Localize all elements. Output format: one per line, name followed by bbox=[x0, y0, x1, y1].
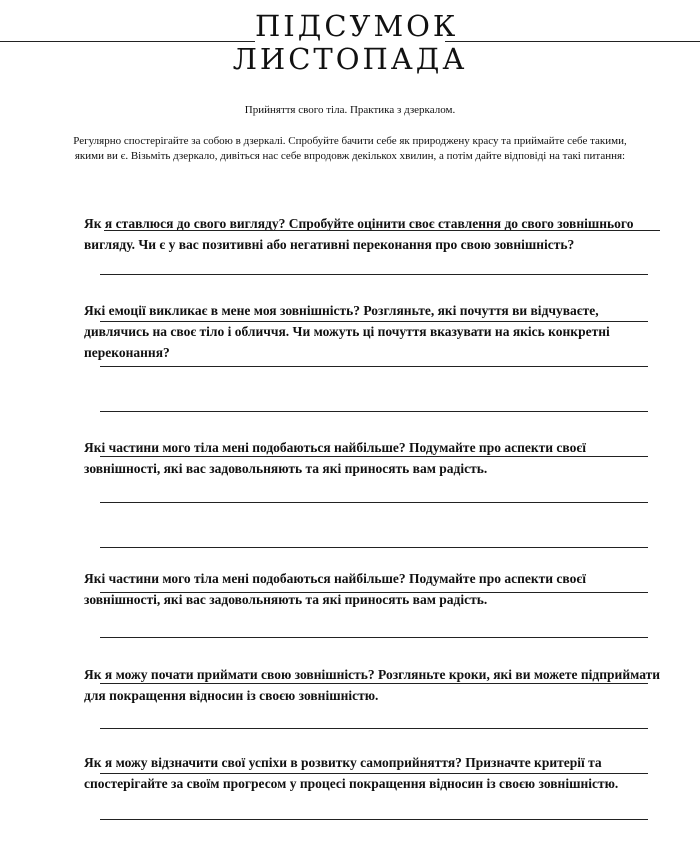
answer-line-5b[interactable] bbox=[100, 728, 648, 729]
answer-line-3b[interactable] bbox=[100, 502, 648, 503]
answer-line-3c[interactable] bbox=[100, 547, 648, 548]
answer-line-4b[interactable] bbox=[100, 637, 648, 638]
answer-line-2b[interactable] bbox=[100, 366, 648, 367]
answer-line-4a[interactable] bbox=[100, 592, 648, 593]
answer-line-5a[interactable] bbox=[100, 683, 648, 684]
question-4: Які частини мого тіла мені подобаються найбільше? Подумайте про аспекти своєї зовнішності, які вас задовольняють та які приносять вам радість. bbox=[84, 571, 586, 607]
answer-line-3a[interactable] bbox=[100, 456, 648, 457]
question-2: Які емоції викликає в мене моя зовнішність? Розгляньте, які почуття ви відчуваєте, дивлячись на своє тіло і обличчя. Чи можуть ці почуття вказувати на якісь конкретні переконання? bbox=[84, 303, 610, 360]
question-1-underline bbox=[104, 230, 660, 231]
intro-text: Регулярно спостерігайте за собою в дзеркалі. Спробуйте бачити себе як природжену красу та приймайте себе такими, якими ви є. Візьміть дзеркало, дивіться нас себе впродовж декількох хвилин, а потім дайте відповіді на такі питання: bbox=[73, 135, 627, 162]
answer-line-2c[interactable] bbox=[100, 411, 648, 412]
title-line-1: ПІДСУМОК bbox=[255, 9, 459, 43]
answer-line-1a[interactable] bbox=[100, 274, 648, 275]
question-5: Як я можу почати приймати свою зовнішність? Розгляньте кроки, які ви можете підприймати для покращення відносин із своєю зовнішністю. bbox=[84, 667, 661, 703]
question-3: Які частини мого тіла мені подобаються найбільше? Подумайте про аспекти своєї зовнішності, які вас задовольняють та які приносять вам радість. bbox=[84, 440, 586, 476]
question-1: Як я ставлюся до свого вигляду? Спробуйте оцінити своє ставлення до свого зовнішнього вигляду. Чи є у вас позитивні або негативні переконання про свою зовнішність? bbox=[84, 216, 634, 252]
title-line-2: ЛИСТОПАДА bbox=[232, 42, 468, 76]
answer-line-6a[interactable] bbox=[100, 773, 648, 774]
answer-line-6b[interactable] bbox=[100, 819, 648, 820]
question-6: Як я можу відзначити свої успіхи в розвитку самоприйняття? Призначте критерії та спостерігайте за своїм прогресом у процесі покращення відносин із своєю зовнішністю. bbox=[84, 755, 619, 791]
subtitle: Прийняття свого тіла. Практика з дзеркалом. bbox=[244, 104, 456, 116]
answer-line-2a[interactable] bbox=[100, 321, 648, 322]
page-title bbox=[0, 10, 700, 76]
